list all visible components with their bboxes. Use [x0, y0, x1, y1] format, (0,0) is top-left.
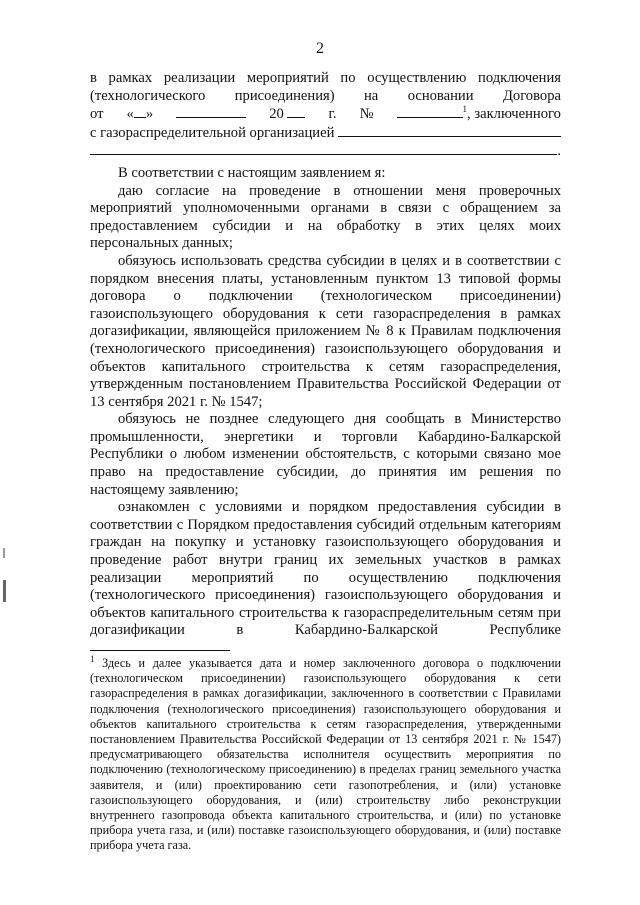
year-suffix: г.	[328, 106, 337, 123]
document-body	[90, 70, 561, 640]
page-number: 2	[316, 40, 324, 57]
intro-line-5	[90, 142, 561, 161]
intro-word: Договора	[502, 87, 561, 104]
intro-line-1: в рамках реализации мероприятий по осуществлению подключения	[90, 70, 561, 86]
intro-line-2	[90, 88, 561, 106]
intro-line-3	[90, 105, 561, 124]
footnote	[90, 653, 562, 854]
intro-line-4	[90, 124, 561, 143]
gas-org-label: с газораспределительной организацией	[90, 124, 335, 141]
footnote-text: Здесь и далее указывается дата и номер заключенного договора о подключении (технологическом присоединении) газоиспользующего оборудования к сети газораспределения в рамках догазификации, заключенного в соответствии с Правилами подключения (технологического присоединения) газоиспользующего оборудования и объектов капитального строительства к сетям газораспределения, утвержденными постановлением Правительства Российской Федерации от 13 сентября 2021 г. № 1547) предусматривающего обязательства исполнителя осуществить мероприятия по подключению (технологическому присоединению) в пределах границ земельного участка заявителя, и (или) проектированию сети газопотребления, и (или) установке газоиспользующего оборудования, и (или) строительству либо реконструкции внутреннего газопровода объекта капитального строительства, и (или) по установке прибора учета газа, и (или) поставке газоиспользующего оборудования, и (или) поставке прибора учета газа.	[90, 656, 562, 853]
intro-word: на	[364, 87, 379, 104]
intro-word: (технологического	[90, 87, 206, 104]
intro-word: присоединения)	[234, 87, 335, 104]
margin-scan-mark	[3, 580, 6, 602]
day-field: « »	[126, 106, 154, 123]
intro-word: основании	[407, 87, 474, 104]
number-sign: №	[359, 106, 374, 123]
gas-org-blank	[338, 124, 561, 137]
paragraph: ознакомлен с условиями и порядком предоставления субсидии в соответствии с Порядком предоставления субсидий отдельным категориям граждан на покупку и установку газоиспользующего оборудования и проведение работ внутри границ их земельных участков в рамках реализации мероприятий по осуществлению подключения (технологического присоединения) газоиспользующего оборудования и объектов капитального строительства к газораспределительным сетям при догазификации в Кабардино-Балкарской Республике	[90, 499, 561, 639]
footnote-ref: 1	[462, 104, 468, 115]
margin-scan-mark	[3, 548, 5, 558]
footnote-marker: 1	[90, 653, 95, 664]
paragraph: обязуюсь использовать средства субсидии в целях и в соответствии с порядком внесения платы, установленным пунктом 13 типовой формы договора о подключении (технологическом присоединении) газоиспользующего оборудования к сети газораспределения в рамках догазификации, являющейся приложением № 8 к Правилам подключения (технологического присоединения) газоиспользующего оборудования и объектов капитального строительства к сетям газораспределения, утвержденным постановлением Правительства Российской Федерации от 13 сентября 2021 г. № 1547;	[90, 252, 561, 410]
gas-org-blank-2	[90, 142, 557, 155]
month-blank	[176, 105, 246, 118]
contract-number-field: $^1$, заключенного	[397, 105, 561, 124]
paragraph: обязуюсь не позднее следующего дня сообщать в Министерство промышленности, энергетики и торговли Кабардино-Балкарской Республики о любом изменении обстоятельств, с которыми связано мое право на предоставление субсидии, до принятия им решения по настоящему заявлению;	[90, 411, 561, 498]
footnote-divider	[90, 650, 230, 651]
year-field: 20	[269, 105, 305, 124]
period: .	[557, 143, 561, 160]
from-label: от	[90, 106, 104, 123]
paragraph: В соответствии с настоящим заявлением я:	[118, 164, 386, 181]
paragraph: даю согласие на проведение в отношении меня проверочных мероприятий уполномоченными органами в связи с обращением за предоставлением субсидии и на обработку в этих целях моих персональных данных;	[90, 182, 561, 252]
